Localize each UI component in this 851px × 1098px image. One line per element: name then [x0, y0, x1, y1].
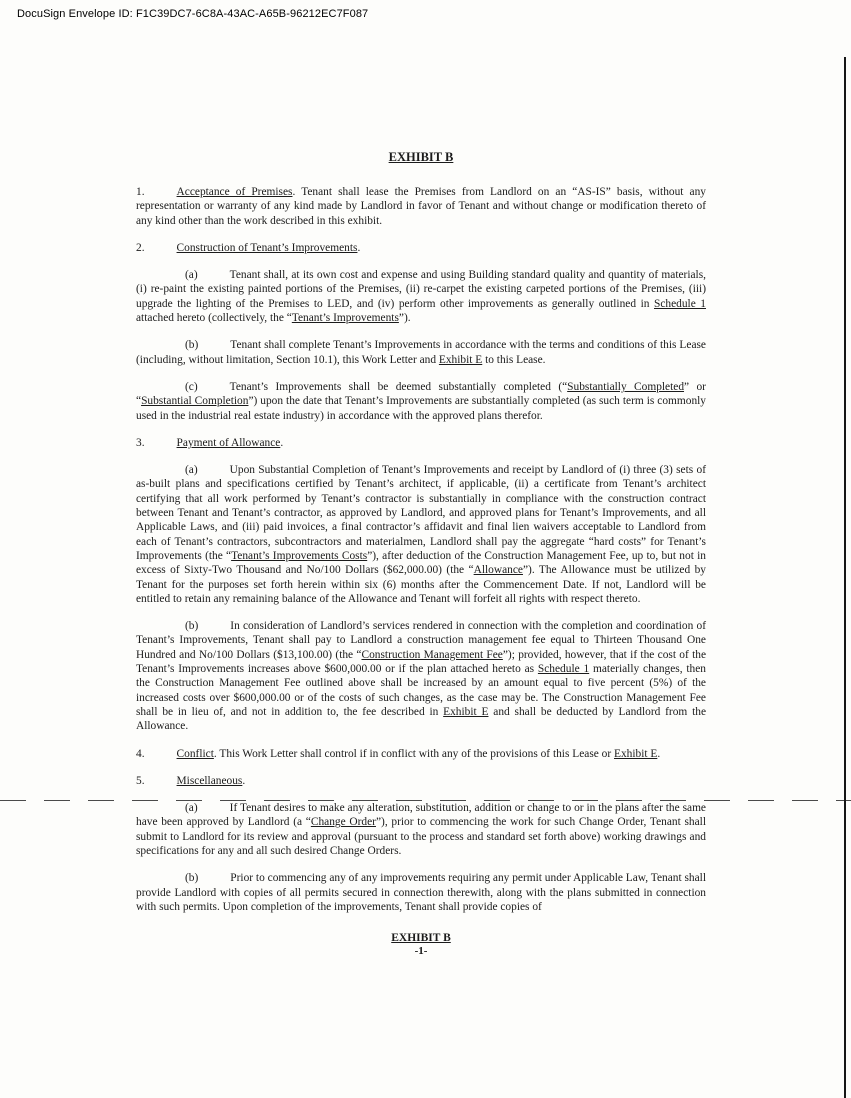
paragraph-4-conflict: 4. Conflict. This Work Letter shall control if in conflict with any of the provisions of this Lease or Exhibit E.: [136, 747, 661, 760]
paragraph-2c: (c) Tenant’s Improvements shall be deemed substantially completed (“Substantially Completed” or “Substantial Completion”) upon the date that Tenant’s Improvements are substantially completed (as such term is commonly used in the industrial real estate industry) in accordance with the approved plans therefor.: [136, 380, 706, 422]
paragraph-3-payment-heading: 3. Payment of Allowance.: [136, 436, 284, 449]
scan-fold-line: [0, 800, 851, 801]
footer-page-number: -1-: [414, 945, 428, 958]
paragraph-2-construction-heading: 2. Construction of Tenant’s Improvements.: [136, 241, 361, 254]
exhibit-title: [136, 150, 706, 165]
page-footer: [136, 932, 706, 957]
paragraph-3b: (b) In consideration of Landlord’s services rendered in connection with the completion and coordination of Tenant’s Improvements, Tenant shall pay to Landlord a construction management fee equal to Thirteen Thousand One Hundred and No/100 Dollars ($13,100.00) (the “Construction Management Fee”); provided, however, that if the cost of the Tenant’s Improvements increases above $600,000.00 or if the plan attached hereto as Schedule 1 materially changes, then the Construction Management Fee outlined above shall be increased by an amount equal to five percent (5%) of the increased costs over $600,000.00 or of the costs of such changes, as the case may be. The Construction Management Fee shall be in lieu of, and not in addition to, the fee described in Exhibit E and shall be deducted by Landlord from the Allowance.: [136, 620, 707, 733]
paragraph-1-acceptance: 1. Acceptance of Premises. Tenant shall lease the Premises from Landlord on an “AS-IS” basis, without any representation or warranty of any kind made by Landlord in favor of Tenant and without change or modification thereto of any kind other than the work described in this exhibit.: [136, 186, 706, 227]
footer-exhibit-label: EXHIBIT B: [391, 932, 451, 945]
scan-edge-line: [844, 57, 846, 1098]
paragraph-5b: (b) Prior to commencing any of any improvements requiring any permit under Applicable Law, Tenant shall provide Landlord with copies of all permits secured in connection therewith, along with the plans submitted in connection with such permits. Upon completion of the improvements, Tenant shall provide copies of: [136, 872, 706, 913]
docusign-envelope-id: DocuSign Envelope ID: F1C39DC7-6C8A-43AC-A65B-96212EC7F087: [17, 8, 369, 20]
paragraph-2b: (b) Tenant shall complete Tenant’s Improvements in accordance with the terms and conditions of this Lease (including, without limitation, Section 10.1), this Work Letter and Exhibit E to this Lease.: [136, 339, 706, 366]
paragraph-3a: (a) Upon Substantial Completion of Tenant’s Improvements and receipt by Landlord of (i) three (3) sets of as-built plans and specifications certified by Tenant’s architect, if applicable, (ii) a certificate from Tenant’s architect certifying that all work performed by Tenant’s contractor is substantially in compliance with the construction contract between Tenant and Tenant’s contractor, as approved by Landlord, and approved plans for Tenant’s Improvements, and all Applicable Laws, and (iii) paid invoices, a final contractor’s affidavit and final lien waivers acceptable to Landlord from each of Tenant’s contractors, subcontractors and materialmen, Landlord shall pay the aggregate “hard costs” for Tenant’s Improvements (the “Tenant’s Improvements Costs”), after deduction of the Construction Management Fee, up to, but not in excess of Sixty-Two Thousand and No/100 Dollars ($62,000.00) (the “Allowance”). The Allowance must be utilized by Tenant for the purposes set forth herein within six (6) months after the Commencement Date. If not, Landlord will be entitled to retain any remaining balance of the Allowance and Tenant will forfeit all rights with respect thereto.: [136, 464, 706, 605]
paragraph-2a: (a) Tenant shall, at its own cost and expense and using Building standard quality and quantity of materials, (i) re-paint the existing painted portions of the Premises, (ii) re-carpet the existing carpeted portions of the Premises, (iii) upgrade the lighting of the Premises to LED, and (iv) perform other improvements as generally outlined in Schedule 1 attached hereto (collectively, the “Tenant’s Improvements”).: [136, 269, 706, 325]
exhibit-title-text: EXHIBIT B: [388, 150, 454, 164]
document-content: [136, 150, 706, 957]
paragraph-5-miscellaneous-heading: 5. Miscellaneous.: [136, 774, 246, 787]
paragraph-5a: (a) If Tenant desires to make any alteration, substitution, addition or change to or in the plans after the same have been approved by Landlord (a “Change Order”), prior to commencing the work for such Change Order, Tenant shall submit to Landlord for its review and approval (pursuant to the process and standard set forth above) working drawings and specifications for any and all such desired Change Orders.: [136, 802, 706, 857]
